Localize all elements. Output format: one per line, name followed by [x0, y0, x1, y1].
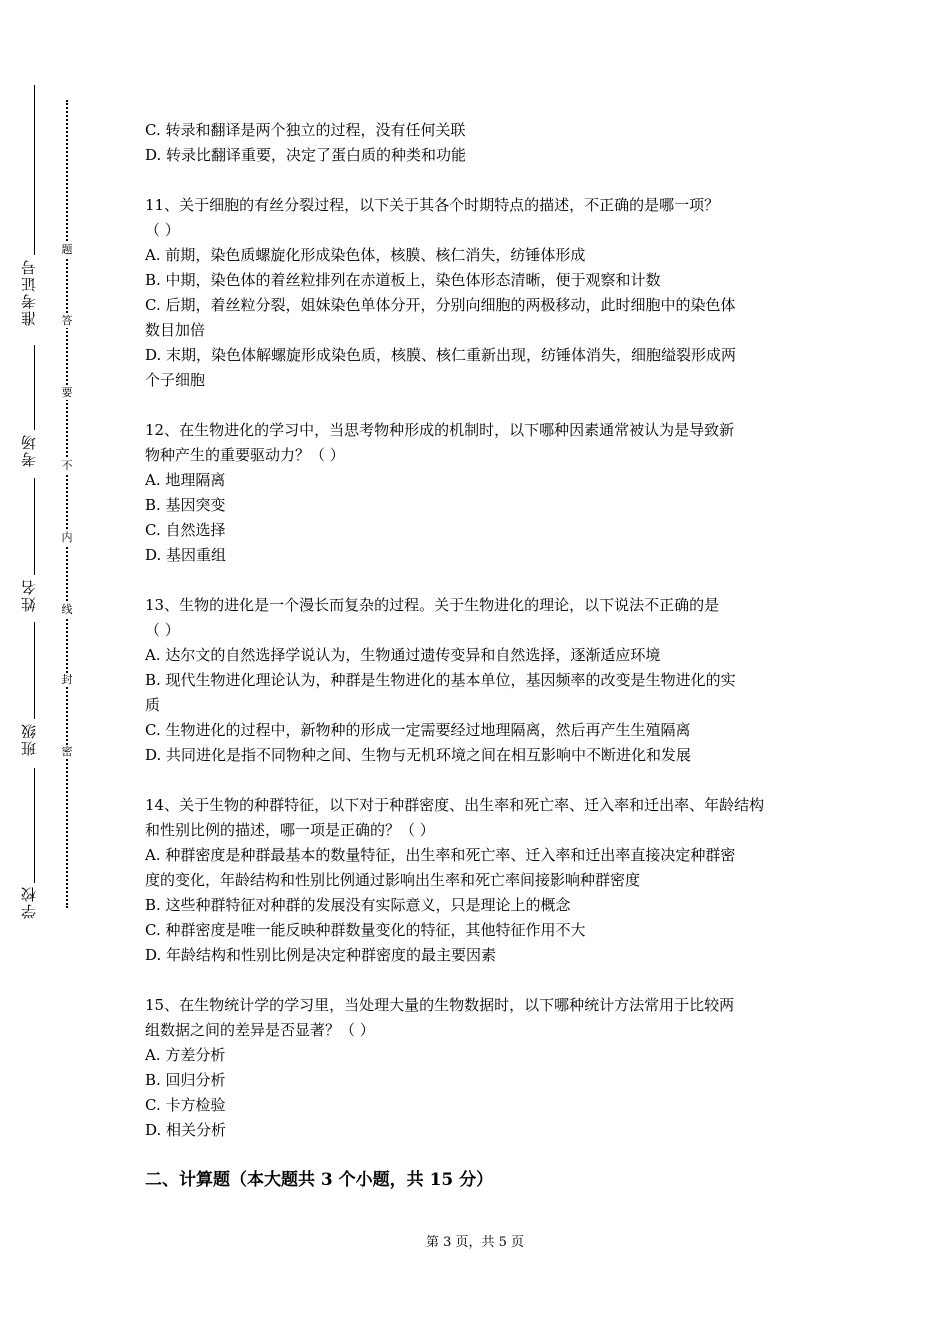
question-text: 13、生物的进化是一个漫长而复杂的过程。关于生物进化的理论，以下说法不正确的是 [145, 596, 720, 614]
option-c: C. 自然选择 [145, 521, 226, 539]
option: C. 转录和翻译是两个独立的过程，没有任何关联 [145, 121, 466, 139]
exam-room-label: 考场 [20, 433, 38, 467]
option-d: D. 末期，染色体解螺旋形成染色质，核膜、核仁重新出现，纺锤体消失，细胞缢裂形成两 [145, 346, 737, 364]
option-a: A. 地理隔离 [145, 471, 226, 489]
option-a: A. 方差分析 [145, 1046, 226, 1064]
question-text: 和性别比例的描述，哪一项是正确的？（ ） [145, 821, 435, 839]
school-label: 学校 [20, 885, 38, 919]
exam-number-label: 准考证号 [20, 258, 38, 326]
question-text: 组数据之间的差异是否显著？（ ） [145, 1021, 375, 1039]
page-footer: 第 3 页，共 5 页 [425, 1235, 525, 1250]
option-b: B. 这些种群特征对种群的发展没有实际意义，只是理论上的概念 [145, 896, 571, 914]
option-d: D. 基因重组 [145, 546, 227, 564]
name-input-line[interactable] [34, 478, 35, 575]
section-title: 二、计算题（本大题共 3 个小题，共 15 分） [145, 1170, 494, 1190]
option-a: A. 达尔文的自然选择学说认为，生物通过遗传变异和自然选择，逐渐适应环境 [145, 646, 661, 664]
option-b: B. 回归分析 [145, 1071, 226, 1089]
option-d-cont: 个子细胞 [145, 371, 206, 389]
question-11 [145, 193, 815, 393]
name-label: 姓名 [20, 578, 38, 612]
seal-char: 密 [61, 745, 73, 758]
seal-char: 答 [61, 314, 73, 327]
option: D. 转录比翻译重要，决定了蛋白质的种类和功能 [145, 146, 467, 164]
seal-char: 内 [61, 531, 73, 544]
question-text: 12、在生物进化的学习中，当思考物种形成的机制时，以下哪种因素通常被认为是导致新 [145, 421, 735, 439]
class-label: 班级 [20, 722, 38, 756]
seal-char: 要 [61, 386, 73, 399]
question-text: （ ） [145, 221, 180, 239]
option-c: C. 后期，着丝粒分裂，姐妹染色单体分开，分别向细胞的两极移动，此时细胞中的染色体 [145, 296, 736, 314]
class-input-line[interactable] [34, 622, 35, 719]
question-14 [145, 793, 815, 968]
question-text: 15、在生物统计学的学习里，当处理大量的生物数据时，以下哪种统计方法常用于比较两 [145, 996, 735, 1014]
question-text: 物种产生的重要驱动力？（ ） [145, 446, 345, 464]
seal-char: 题 [61, 243, 73, 256]
option-b: B. 现代生物进化理论认为，种群是生物进化的基本单位，基因频率的改变是生物进化的实 [145, 671, 736, 689]
option-d: D. 共同进化是指不同物种之间、生物与无机环境之间在相互影响中不断进化和发展 [145, 746, 692, 764]
option-d: D. 相关分析 [145, 1121, 227, 1139]
option-a-cont: 度的变化，年龄结构和性别比例通过影响出生率和死亡率间接影响种群密度 [145, 871, 641, 889]
seal-dotted-line [66, 100, 68, 908]
question-text: 11、关于细胞的有丝分裂过程，以下关于其各个时期特点的描述，不正确的是哪一项？ [145, 196, 720, 214]
seal-char: 线 [61, 603, 73, 616]
exam-number-input-line[interactable] [34, 85, 35, 255]
option-c: C. 卡方检验 [145, 1096, 226, 1114]
option-c: C. 生物进化的过程中，新物种的形成一定需要经过地理隔离，然后再产生生殖隔离 [145, 721, 691, 739]
continued-options [145, 118, 815, 168]
option-d: D. 年龄结构和性别比例是决定种群密度的最主要因素 [145, 946, 497, 964]
option-b: B. 中期，染色体的着丝粒排列在赤道板上，染色体形态清晰，便于观察和计数 [145, 271, 661, 289]
question-15 [145, 993, 815, 1143]
question-text: （ ） [145, 621, 180, 639]
seal-char: 封 [61, 673, 73, 686]
exam-content [145, 118, 815, 1143]
option-b-cont: 质 [145, 696, 161, 714]
school-input-line[interactable] [34, 768, 35, 883]
option-c-cont: 数目加倍 [145, 321, 206, 339]
question-13 [145, 593, 815, 768]
seal-char: 不 [61, 459, 73, 472]
question-12 [145, 418, 815, 568]
option-a: A. 种群密度是种群最基本的数量特征，出生率和死亡率、迁入率和迁出率直接决定种群密 [145, 846, 736, 864]
option-a: A. 前期，染色质螺旋化形成染色体，核膜、核仁消失，纺锤体形成 [145, 246, 586, 264]
option-b: B. 基因突变 [145, 496, 226, 514]
exam-room-input-line[interactable] [34, 345, 35, 430]
question-text: 14、关于生物的种群特征，以下对于种群密度、出生率和死亡率、迁入率和迁出率、年龄结构 [145, 796, 765, 814]
option-c: C. 种群密度是唯一能反映种群数量变化的特征，其他特征作用不大 [145, 921, 586, 939]
